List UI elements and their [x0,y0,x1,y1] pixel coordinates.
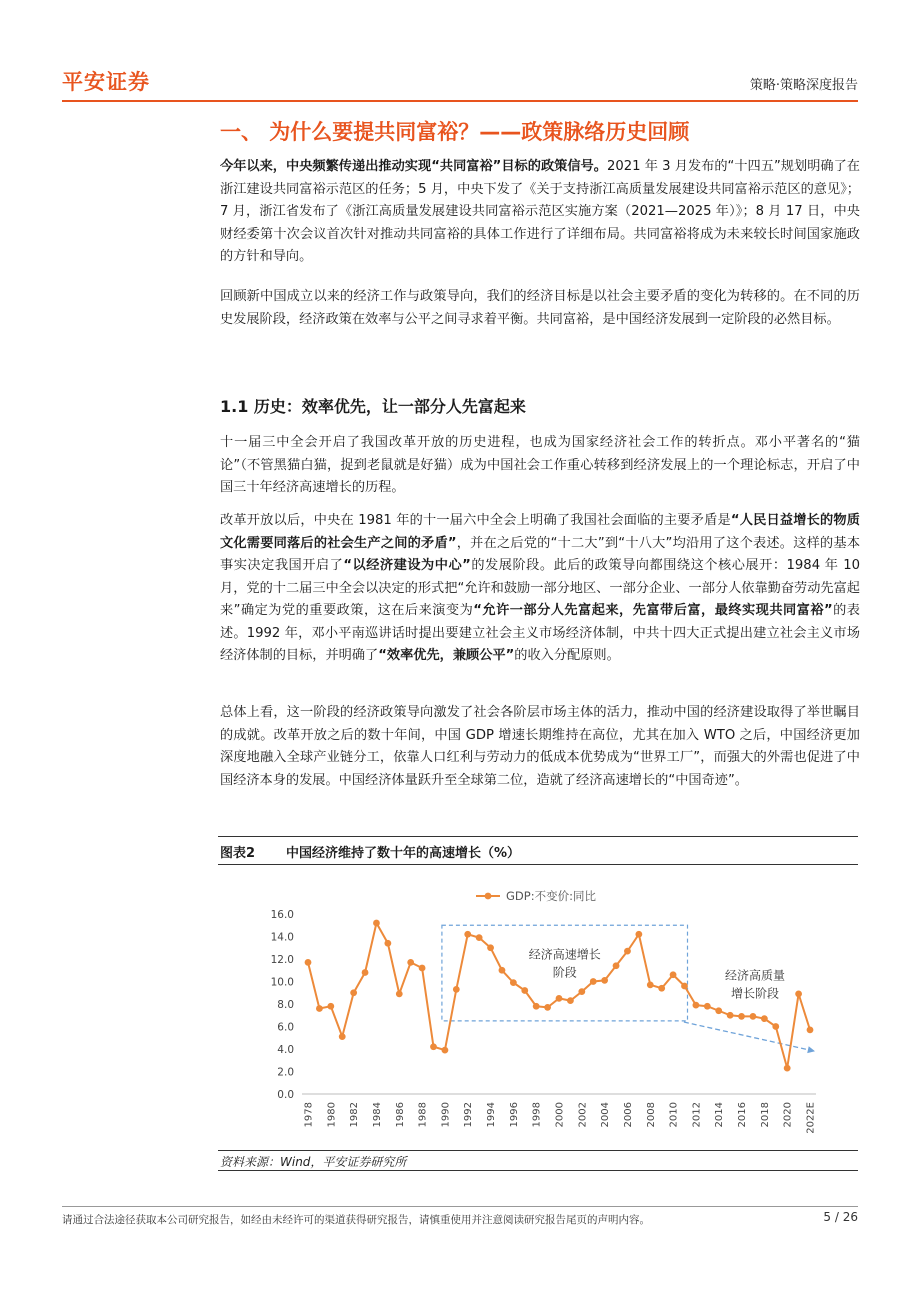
x-tick-label: 2016 [737,1102,749,1128]
x-tick-label: 1992 [463,1102,475,1128]
gdp-data-point [635,931,642,938]
x-tick-label: 1986 [394,1102,406,1128]
x-tick-label: 1998 [531,1102,543,1128]
gdp-data-point [442,1047,449,1054]
report-type-label: 策略·策略深度报告 [749,78,858,93]
brand-logo: 平安证券 [62,70,150,94]
figure-source: 资料来源：Wind，平安证券研究所 [220,1155,407,1169]
reform-bold-2: “以经济建设为中心” [343,558,471,573]
review-paragraph: 回顾新中国成立以来的经济工作与政策导向，我们的经济目标是以社会主要矛盾的变化为转移的。在不同的历史发展阶段，经济政策在效率与公平之间寻求着平衡。共同富裕，是中国经济发展到一定阶段的必然目标。 [220,289,860,327]
legend-marker [485,893,492,900]
y-tick-label: 12.0 [270,954,294,966]
gdp-data-point [544,1004,551,1011]
footer-disclaimer: 请通过合法途径获取本公司研究报告，如经由未经许可的渠道获得研究报告，请慎重使用并注意阅读研究报告尾页的声明内容。 [62,1214,650,1226]
section-heading: 一、 为什么要提共同富裕？——政策脉络历史回顾 [220,120,690,144]
reform-bold-4: “效率优先，兼顾公平” [378,648,515,663]
gdp-data-point [658,985,665,992]
header-divider [62,100,858,102]
high-growth-stage-label: 阶段 [552,965,577,980]
x-tick-label: 1984 [371,1102,383,1128]
gdp-data-point [613,962,620,969]
intro-paragraph [220,156,860,269]
gdp-data-point [704,1003,711,1010]
x-tick-label: 1982 [349,1102,361,1128]
y-tick-label: 10.0 [270,976,294,989]
gdp-data-point [487,944,494,951]
subsection-heading: 1.1 历史：效率优先，让一部分人先富起来 [220,397,526,416]
reform-paragraph [220,510,860,668]
figure-title-rule [218,864,858,865]
gdp-data-point [681,983,688,990]
gdp-data-point [693,1002,700,1009]
reform-text-3: 的发展阶段。此后的政策导向都围绕这个核心展开：1984 年 10 月，党的十二届三中全会以决定的形式把“允许和鼓励一部分地区、一部分企业、一部分人依靠勤奋劳动先富起来”确定为党的重要政策，这在后来演变为 [220,558,860,618]
high-growth-stage-label: 经济高速增长 [528,947,601,962]
gdp-data-point [430,1043,437,1050]
gdp-data-point [350,989,357,996]
x-tick-label: 1988 [417,1102,429,1128]
figure-title [220,842,520,861]
gdp-data-point [670,971,677,978]
legend-label: GDP:不变价:同比 [506,889,596,903]
gdp-data-point [761,1015,768,1022]
reform-bold-1: “人民日益增长的物质文化需要同落后的社会生产之间的矛盾” [220,513,860,551]
x-tick-label: 2004 [600,1102,612,1128]
x-tick-label: 2022E [805,1102,817,1134]
gdp-data-point [578,988,585,995]
gdp-data-point [407,959,414,966]
y-tick-label: 8.0 [277,999,294,1011]
x-tick-label: 1996 [508,1102,520,1128]
x-tick-label: 2012 [691,1102,703,1128]
x-tick-label: 2000 [554,1102,566,1128]
y-tick-label: 14.0 [270,931,294,944]
x-tick-label: 2010 [668,1102,680,1128]
gdp-data-point [419,965,426,972]
gdp-data-point [464,931,471,938]
x-tick-label: 1990 [440,1102,452,1128]
page-number: 5 / 26 [823,1210,858,1224]
gdp-data-point [738,1013,745,1020]
intro-lead: 今年以来，中央频繁传递出推动实现“共同富裕”目标的政策信号。 [220,159,607,174]
x-tick-label: 1980 [326,1102,338,1128]
y-tick-label: 0.0 [277,1089,294,1101]
gdp-data-point [316,1005,323,1012]
gdp-data-point [556,995,563,1002]
gdp-data-point [396,990,403,997]
gdp-data-point [521,987,528,994]
x-tick-label: 2018 [759,1102,771,1128]
gdp-line-chart [220,872,840,1150]
gdp-data-point [499,967,506,974]
x-tick-label: 2014 [714,1102,726,1128]
figure-bottom-rule [218,1150,858,1151]
y-tick-label: 4.0 [277,1044,294,1056]
source-rule [218,1170,858,1171]
reform-text-4: 的表述。1992 年，邓小平南巡讲话时提出要建立社会主义市场经济体制，中共十四大正式提出建立社会主义市场经济体制的目标，并明确了 [220,603,860,663]
x-tick-label: 2002 [577,1102,589,1128]
quality-growth-trend-arrow [684,1022,815,1051]
reform-text-5: 的收入分配原则。 [514,648,620,663]
x-tick-label: 2008 [645,1102,657,1128]
gdp-data-point [362,969,369,976]
gdp-data-point [305,959,312,966]
y-tick-label: 2.0 [277,1066,294,1079]
y-tick-label: 6.0 [277,1021,294,1034]
gdp-data-point [772,1023,779,1030]
reform-text-1: 改革开放以后，中央在 1981 年的十一届六中全会上明确了我国社会面临的主要矛盾是 [220,513,731,528]
y-tick-label: 16.0 [270,909,294,921]
reform-bold-3: “允许一部分人先富起来，先富带后富，最终实现共同富裕” [473,603,833,618]
x-tick-label: 1978 [303,1102,315,1128]
figure-caption: 中国经济维持了数十年的高速增长（%） [286,846,521,861]
history-paragraph: 十一届三中全会开启了我国改革开放的历史进程，也成为国家经济社会工作的转折点。邓小平著名的“猫论”（不管黑猫白猫，捉到老鼠就是好猫）成为中国社会工作重心转移到经济发展上的一个理论标志，开启了中国三十年经济高速增长的历程。 [220,435,860,495]
gdp-data-point [807,1026,814,1033]
gdp-data-point [373,920,380,927]
gdp-data-point [601,977,608,984]
gdp-data-point [510,979,517,986]
gdp-data-point [327,1003,334,1010]
gdp-data-point [533,1003,540,1010]
gdp-data-point [476,934,483,941]
gdp-data-point [624,948,631,955]
gdp-data-point [727,1012,734,1019]
gdp-data-point [339,1033,346,1040]
gdp-data-point [453,986,460,993]
x-tick-label: 2020 [782,1102,794,1128]
trend-arrow-head [807,1046,815,1053]
intro-body: 2021 年 3 月发布的“十四五”规划明确了在浙江建设共同富裕示范区的任务；5 月，中央下发了《关于支持浙江高质量发展建设共同富裕示范区的意见》；7 月，浙江省发布了《浙江高质量发展建设共同富裕示范区实施方案（2021—2025 年）》；8 月 17 日，中央财经委第十次会议首次针对推动共同富裕的具体工作进行了详细布局。共同富裕将成为未来较长时间国家施政的方针和导向。 [220,159,860,264]
gdp-data-point [784,1065,791,1072]
figure-number: 图表2 [220,846,256,861]
gdp-data-point [567,997,574,1004]
gdp-data-point [750,1013,757,1020]
quality-growth-stage-label: 增长阶段 [730,986,779,1001]
gdp-data-point [795,990,802,997]
reform-text-2: ，并在之后党的“十二大”到“十八大”均沿用了这个表述。这样的基本事实决定我国开启了 [220,535,861,573]
summary-paragraph: 总体上看，这一阶段的经济政策导向激发了社会各阶层市场主体的活力，推动中国的经济建设取得了举世瞩目的成就。改革开放之后的数十年间，中国 GDP 增速长期维持在高位，尤其在加入 WTO 之后，中国经济更加深度地融入全球产业链分工，依靠人口红利与劳动力的低成本优势成为“世界工厂”，而强大的外需也促进了中国经济本身的发展。中国经济体量跃升至全球第二位，造就了经济高速增长的“中国奇迹”。 [220,705,860,788]
quality-growth-stage-label: 经济高质量 [724,968,785,983]
gdp-data-point [590,978,597,985]
gdp-data-point [715,1007,722,1014]
gdp-data-point [647,981,654,988]
gdp-data-point [384,940,391,947]
x-tick-label: 1994 [486,1102,498,1128]
figure-top-rule [218,836,858,837]
footer-divider [62,1206,858,1207]
x-tick-label: 2006 [622,1102,634,1128]
